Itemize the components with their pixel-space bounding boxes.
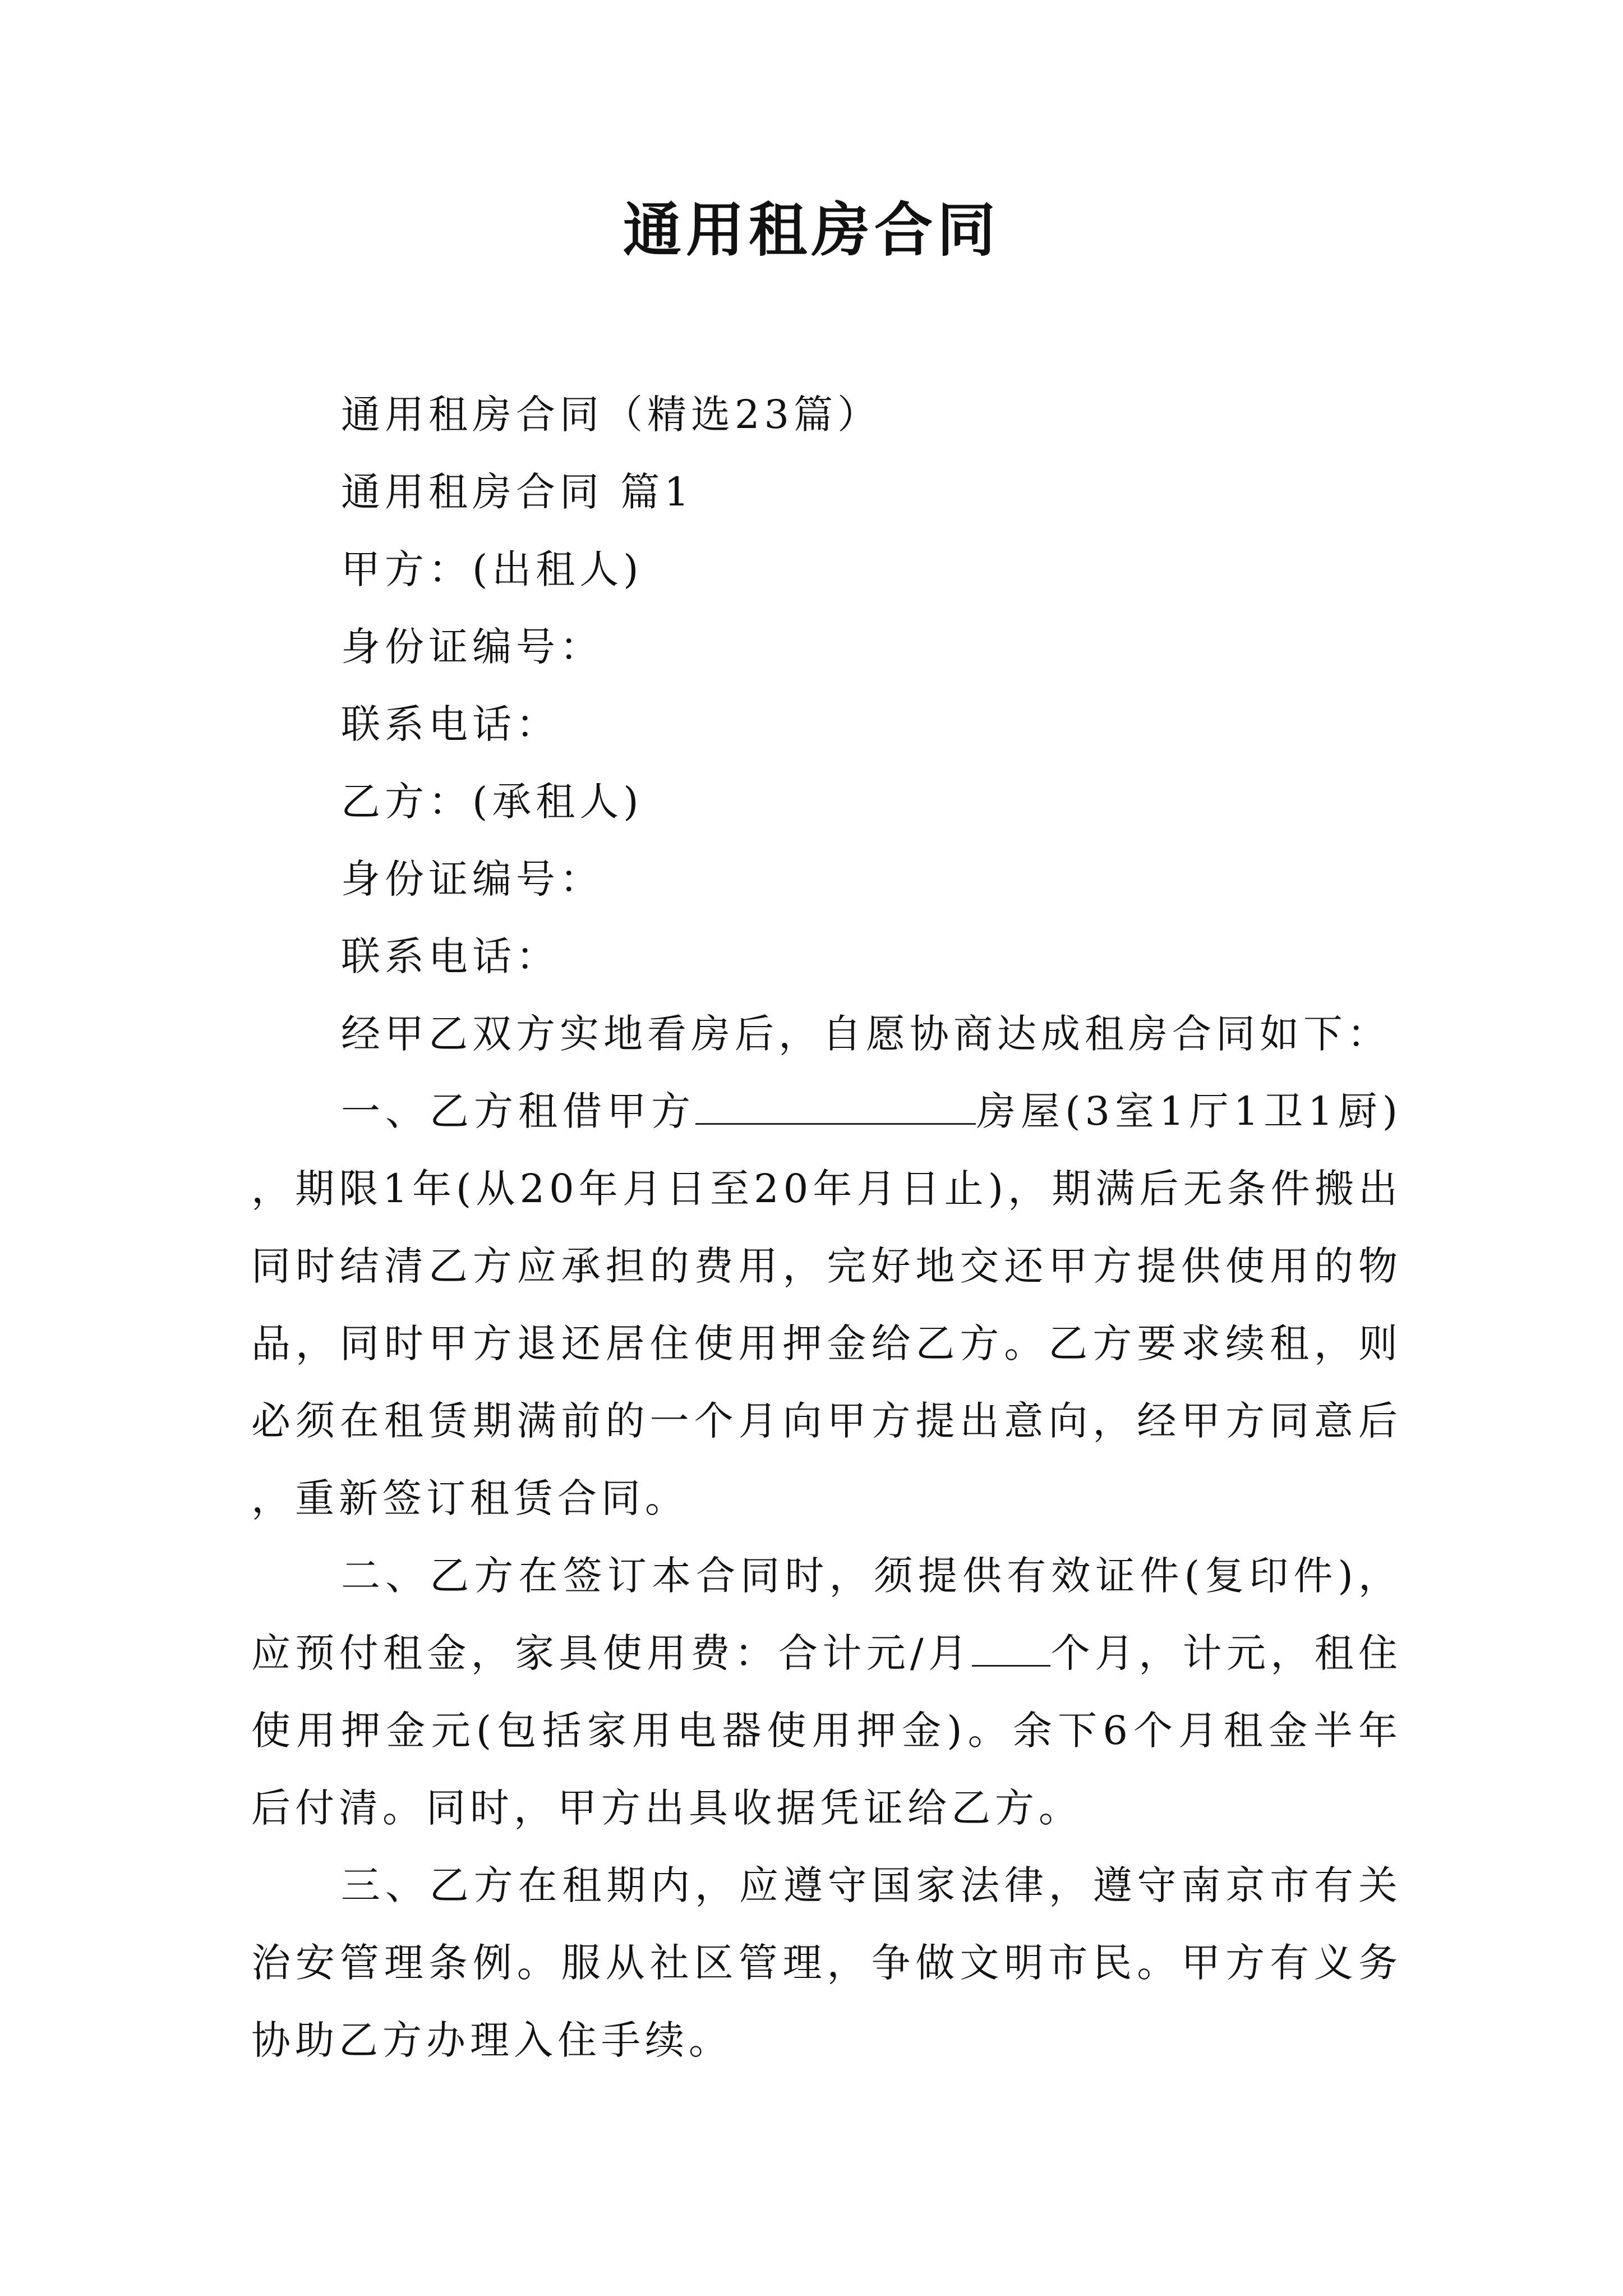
address-blank <box>695 1086 976 1125</box>
months-blank <box>972 1628 1050 1667</box>
party-b-phone-label: 联系电话： <box>341 933 560 979</box>
party-a-phone-label: 联系电话： <box>341 701 560 747</box>
document-body <box>251 376 1402 2079</box>
clause-1-text-a: 一、乙方租借甲方 <box>341 1088 696 1134</box>
clause-2-paragraph <box>251 1537 1402 1847</box>
clause-2-text-a: 二、乙方在签订本合同时，须提供有效证件(复印件)，应预付租金，家具使用费：合计元/月 <box>251 1553 1402 1676</box>
intro-paragraph: 经甲乙双方实地看房后，自愿协商达成租房合同如下： <box>341 1011 1391 1057</box>
party-b-label: 乙方：(承租人) <box>341 779 643 825</box>
party-b-id-label: 身份证编号： <box>341 856 603 902</box>
subtitle-line: 通用租房合同（精选23篇） <box>341 392 882 438</box>
clause-1-paragraph <box>251 1073 1402 1537</box>
document-title: 通用租房合同 <box>623 195 1000 264</box>
clause-2-text-b: 个月，计元，租住使用押金元(包括家用电器使用押金)。余下6个月租金半年后付清。同时，甲方出具收据凭证给乙方。 <box>251 1630 1403 1831</box>
party-a-id-label: 身份证编号： <box>341 624 603 670</box>
clause-1-text-b: 房屋(3室1厅1卫1厨)，期限1年(从20年月日至20年月日止)，期满后无条件搬出同时结清乙方应承担的费用，完好地交还甲方提供使用的物品，同时甲方退还居住使用押金给乙方。乙方要求续租，则必须在租赁期满前的一个月向甲方提出意向，经甲方同意后，重新签订租赁合同。 <box>251 1088 1403 1521</box>
clause-3-paragraph: 三、乙方在租期内，应遵守国家法律，遵守南京市有关治安管理条例。服从社区管理，争做文明市民。甲方有义务协助乙方办理入住手续。 <box>251 1862 1402 2063</box>
party-a-label: 甲方：(出租人) <box>341 546 643 592</box>
section-heading: 通用租房合同 篇1 <box>341 469 694 515</box>
